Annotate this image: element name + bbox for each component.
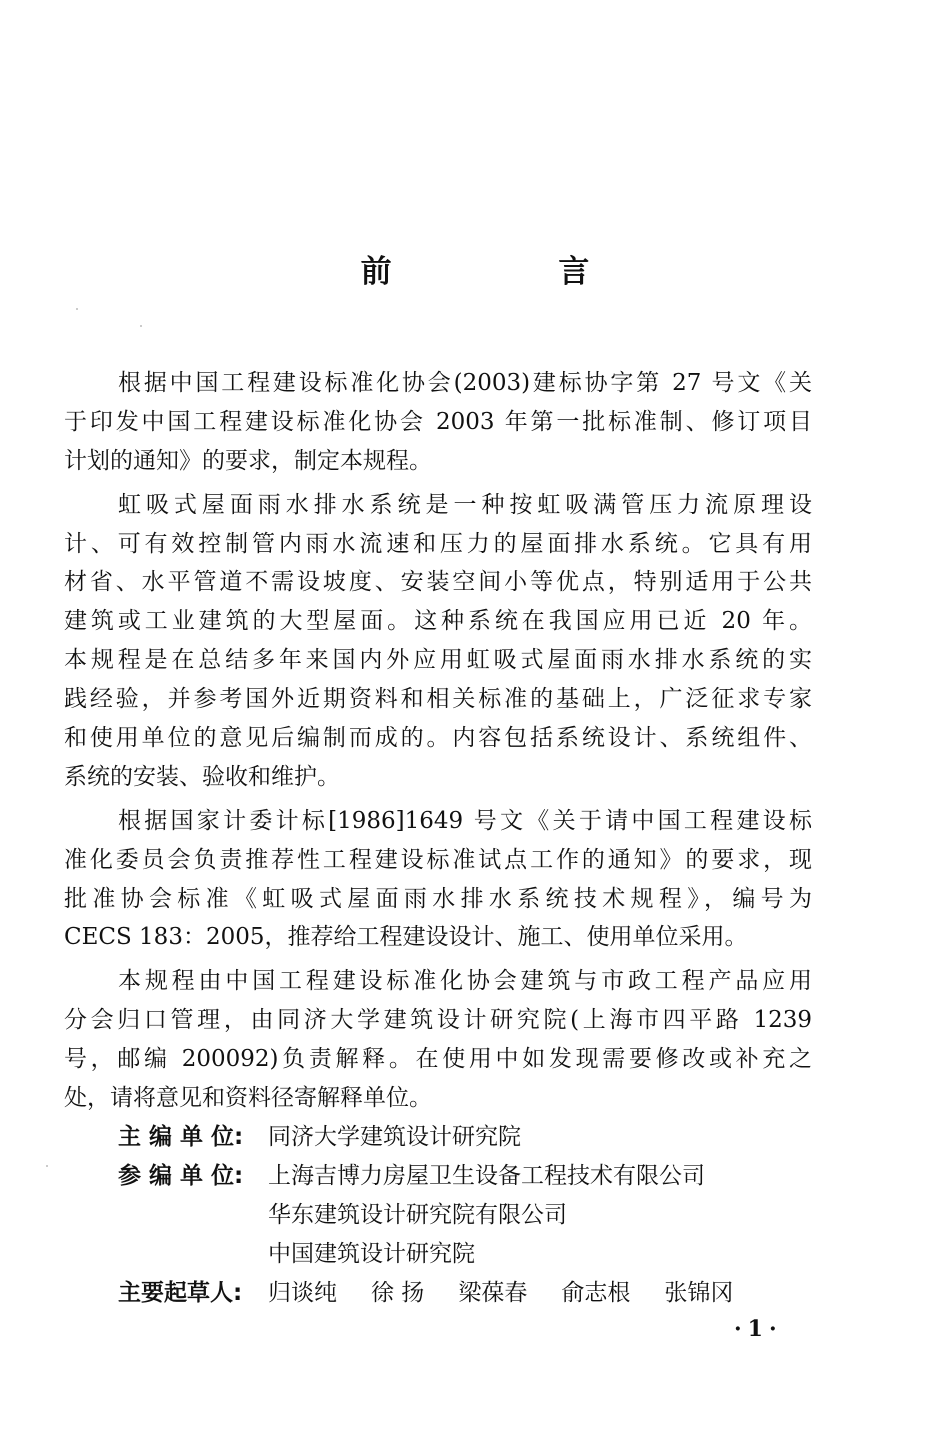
text-line: 分会归口管理，由同济大学建筑设计研究院(上海市四平路 1239 [64,1007,812,1034]
credits [118,1118,767,1313]
drafter-name: 徐 扬 [371,1280,425,1306]
paragraph [64,364,812,481]
text-line: 根据国家计委计标[1986]1649 号文《关于请中国工程建设标 [118,807,812,834]
drafters-row [118,1274,767,1313]
text-line: 准化委员会负责推荐性工程建设标准试点工作的通知》的要求，现 [64,846,812,873]
text-line: 计、可有效控制管内雨水流速和压力的屋面排水系统。它具有用 [64,530,812,557]
chief-editor-label: 主 编 单 位: [118,1124,244,1150]
page-number: ·1· [734,1316,783,1342]
scan-speck [140,325,142,327]
paragraph [64,486,812,797]
text-line: 批准协会标准《虹吸式屋面雨水排水系统技术规程》，编号为 [64,885,812,912]
text-line: 根据中国工程建设标准化协会(2003)建标协字第 27 号文《关 [118,370,812,396]
participating-units-label: 参 编 单 位: [118,1163,244,1189]
chief-editor-unit: 同济大学建筑设计研究院 [268,1124,521,1150]
text-line: 号，邮编 200092)负责解释。在使用中如发现需要修改或补充之 [64,1046,812,1073]
text-line: 建筑或工业建筑的大型屋面。这种系统在我国应用已近 20 年。 [64,608,812,635]
text-line: 于印发中国工程建设标准化协会 2003 年第一批标准制、修订项目 [64,408,812,435]
participating-unit: 上海吉博力房屋卫生设备工程技术有限公司 [268,1163,705,1189]
text-line: 和使用单位的意见后编制而成的。内容包括系统设计、系统组件、 [64,725,812,752]
page-title: 前 言 [360,254,668,290]
text-line: 系统的安装、验收和维护。 [64,763,340,790]
chief-editor-row [118,1118,767,1157]
paragraph [64,962,812,1118]
paragraph [64,802,812,958]
text-line: 践经验，并参考国外近期资料和相关标准的基础上，广泛征求专家 [64,686,812,713]
drafters-label: 主要起草人: [118,1280,243,1306]
drafter-name: 梁葆春 [458,1280,528,1306]
drafter-name: 俞志根 [561,1280,631,1306]
text-line: 本规程是在总结多年来国内外应用虹吸式屋面雨水排水系统的实 [64,647,812,674]
participating-units-row [118,1157,767,1274]
drafter-name: 归谈纯 [268,1280,337,1306]
drafter-name: 张锦冈 [664,1280,734,1306]
text-line: 处，请将意见和资料径寄解释单位。 [64,1085,432,1112]
participating-unit: 中国建筑设计研究院 [268,1241,475,1267]
text-line: CECS 183：2005，推荐给工程建设设计、施工、使用单位采用。 [64,924,748,951]
text-line: 计划的通知》的要求，制定本规程。 [64,447,432,474]
text-line: 虹吸式屋面雨水排水系统是一种按虹吸满管压力流原理设 [118,491,812,518]
participating-unit: 华东建筑设计研究院有限公司 [268,1202,567,1228]
preface-body [64,364,812,1123]
scan-speck [46,1165,48,1167]
text-line: 本规程由中国工程建设标准化协会建筑与市政工程产品应用 [118,968,812,995]
text-line: 材省、水平管道不需设坡度、安装空间小等优点，特别适用于公共 [64,569,812,596]
scan-speck [76,308,78,310]
